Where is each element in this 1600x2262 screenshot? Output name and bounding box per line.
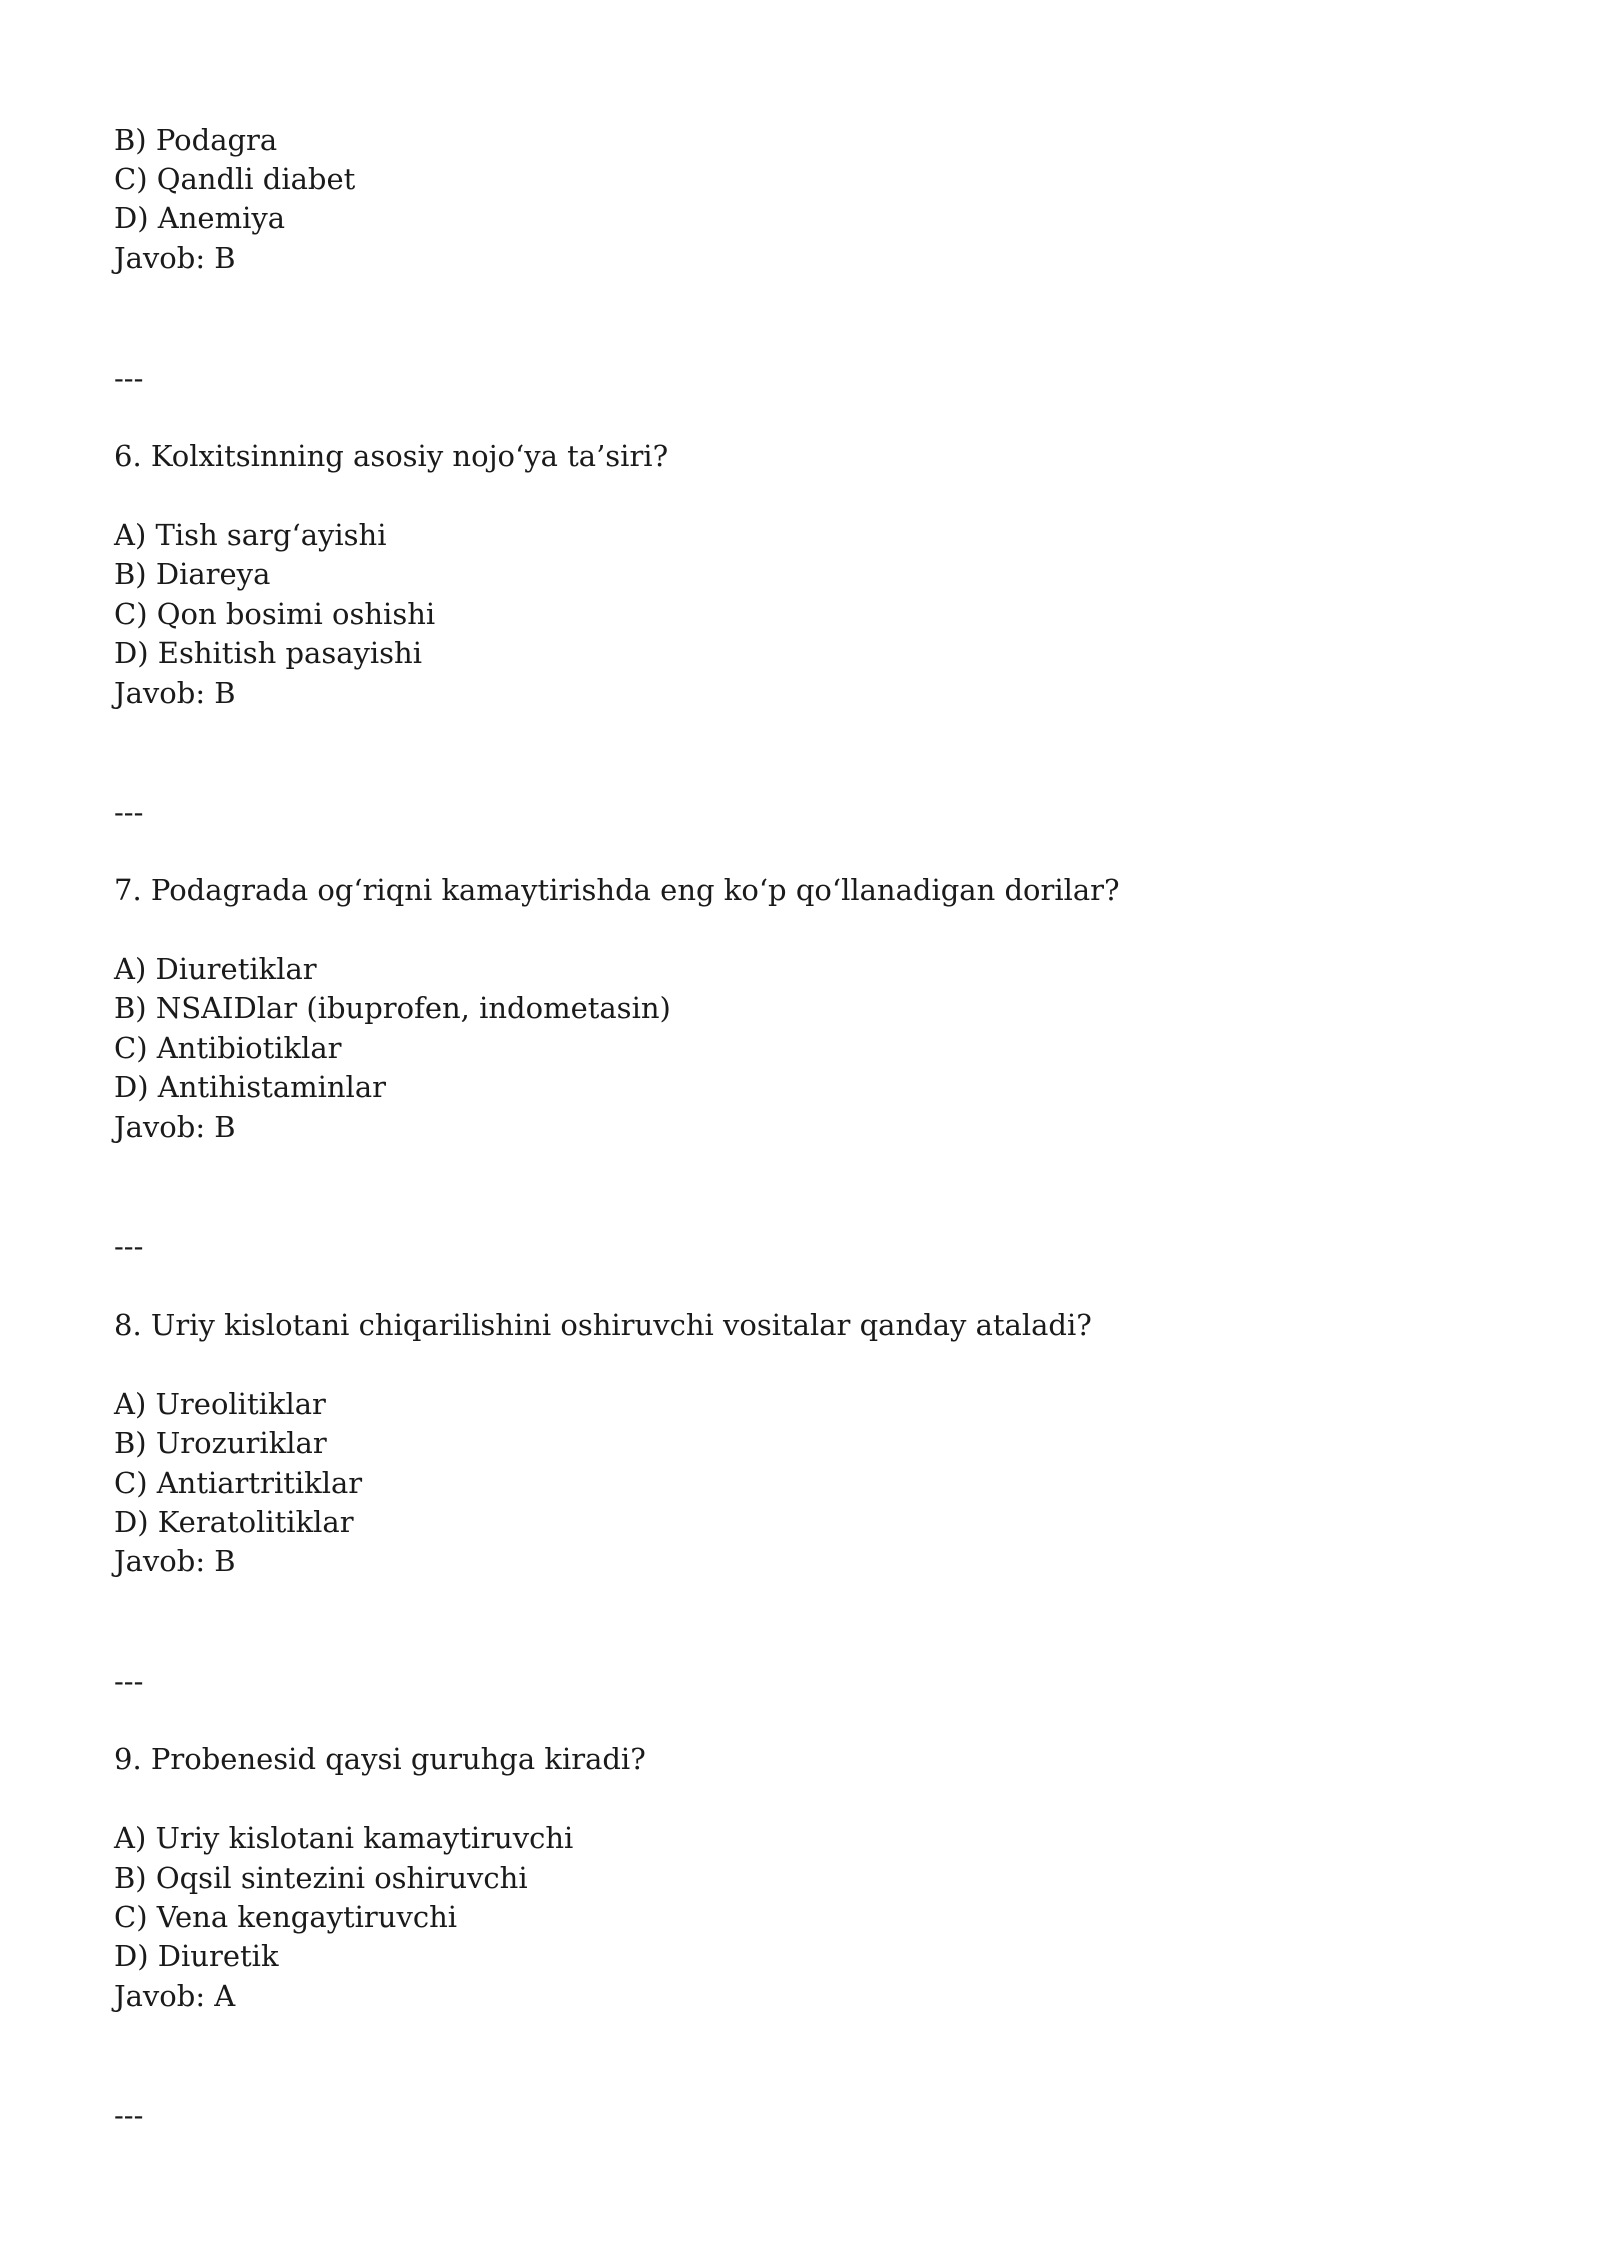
option-b: B) Urozuriklar <box>114 1426 327 1460</box>
option-b: B) Podagra <box>114 123 278 157</box>
separator: --- <box>114 795 144 829</box>
separator: --- <box>114 361 144 395</box>
option-c: C) Antiartritiklar <box>114 1466 363 1500</box>
separator: --- <box>114 1664 144 1698</box>
option-b: B) Oqsil sintezini oshiruvchi <box>114 1861 528 1895</box>
option-c: C) Qon bosimi oshishi <box>114 597 436 631</box>
option-c: C) Qandli diabet <box>114 162 356 196</box>
answer-line: Javob: B <box>114 1544 236 1578</box>
option-d: D) Antihistaminlar <box>114 1070 386 1104</box>
option-c: C) Vena kengaytiruvchi <box>114 1900 458 1934</box>
question-9: 9. Probenesid qaysi guruhga kiradi? <box>114 1742 646 1776</box>
option-a: A) Uriy kislotani kamaytiruvchi <box>114 1821 574 1855</box>
option-a: A) Tish sarg‘ayishi <box>114 518 387 552</box>
option-b: B) NSAIDlar (ibuprofen, indometasin) <box>114 991 671 1025</box>
option-a: A) Diuretiklar <box>114 952 317 986</box>
option-c: C) Antibiotiklar <box>114 1031 342 1065</box>
question-7: 7. Podagrada og‘riqni kamaytirishda eng ko‘p qo‘llanadigan dorilar? <box>114 873 1120 907</box>
separator: --- <box>114 1229 144 1263</box>
question-6: 6. Kolxitsinning asosiy nojo‘ya ta’siri? <box>114 439 669 473</box>
answer-line: Javob: B <box>114 1110 236 1144</box>
option-d: D) Eshitish pasayishi <box>114 636 423 670</box>
separator: --- <box>114 2098 144 2132</box>
question-8: 8. Uriy kislotani chiqarilishini oshiruvchi vositalar qanday ataladi? <box>114 1308 1092 1342</box>
option-a: A) Ureolitiklar <box>114 1387 326 1421</box>
option-d: D) Anemiya <box>114 201 286 235</box>
answer-line: Javob: B <box>114 241 236 275</box>
option-d: D) Keratolitiklar <box>114 1505 354 1539</box>
answer-line: Javob: A <box>114 1979 236 2013</box>
option-b: B) Diareya <box>114 557 271 591</box>
option-d: D) Diuretik <box>114 1939 279 1973</box>
answer-line: Javob: B <box>114 676 236 710</box>
